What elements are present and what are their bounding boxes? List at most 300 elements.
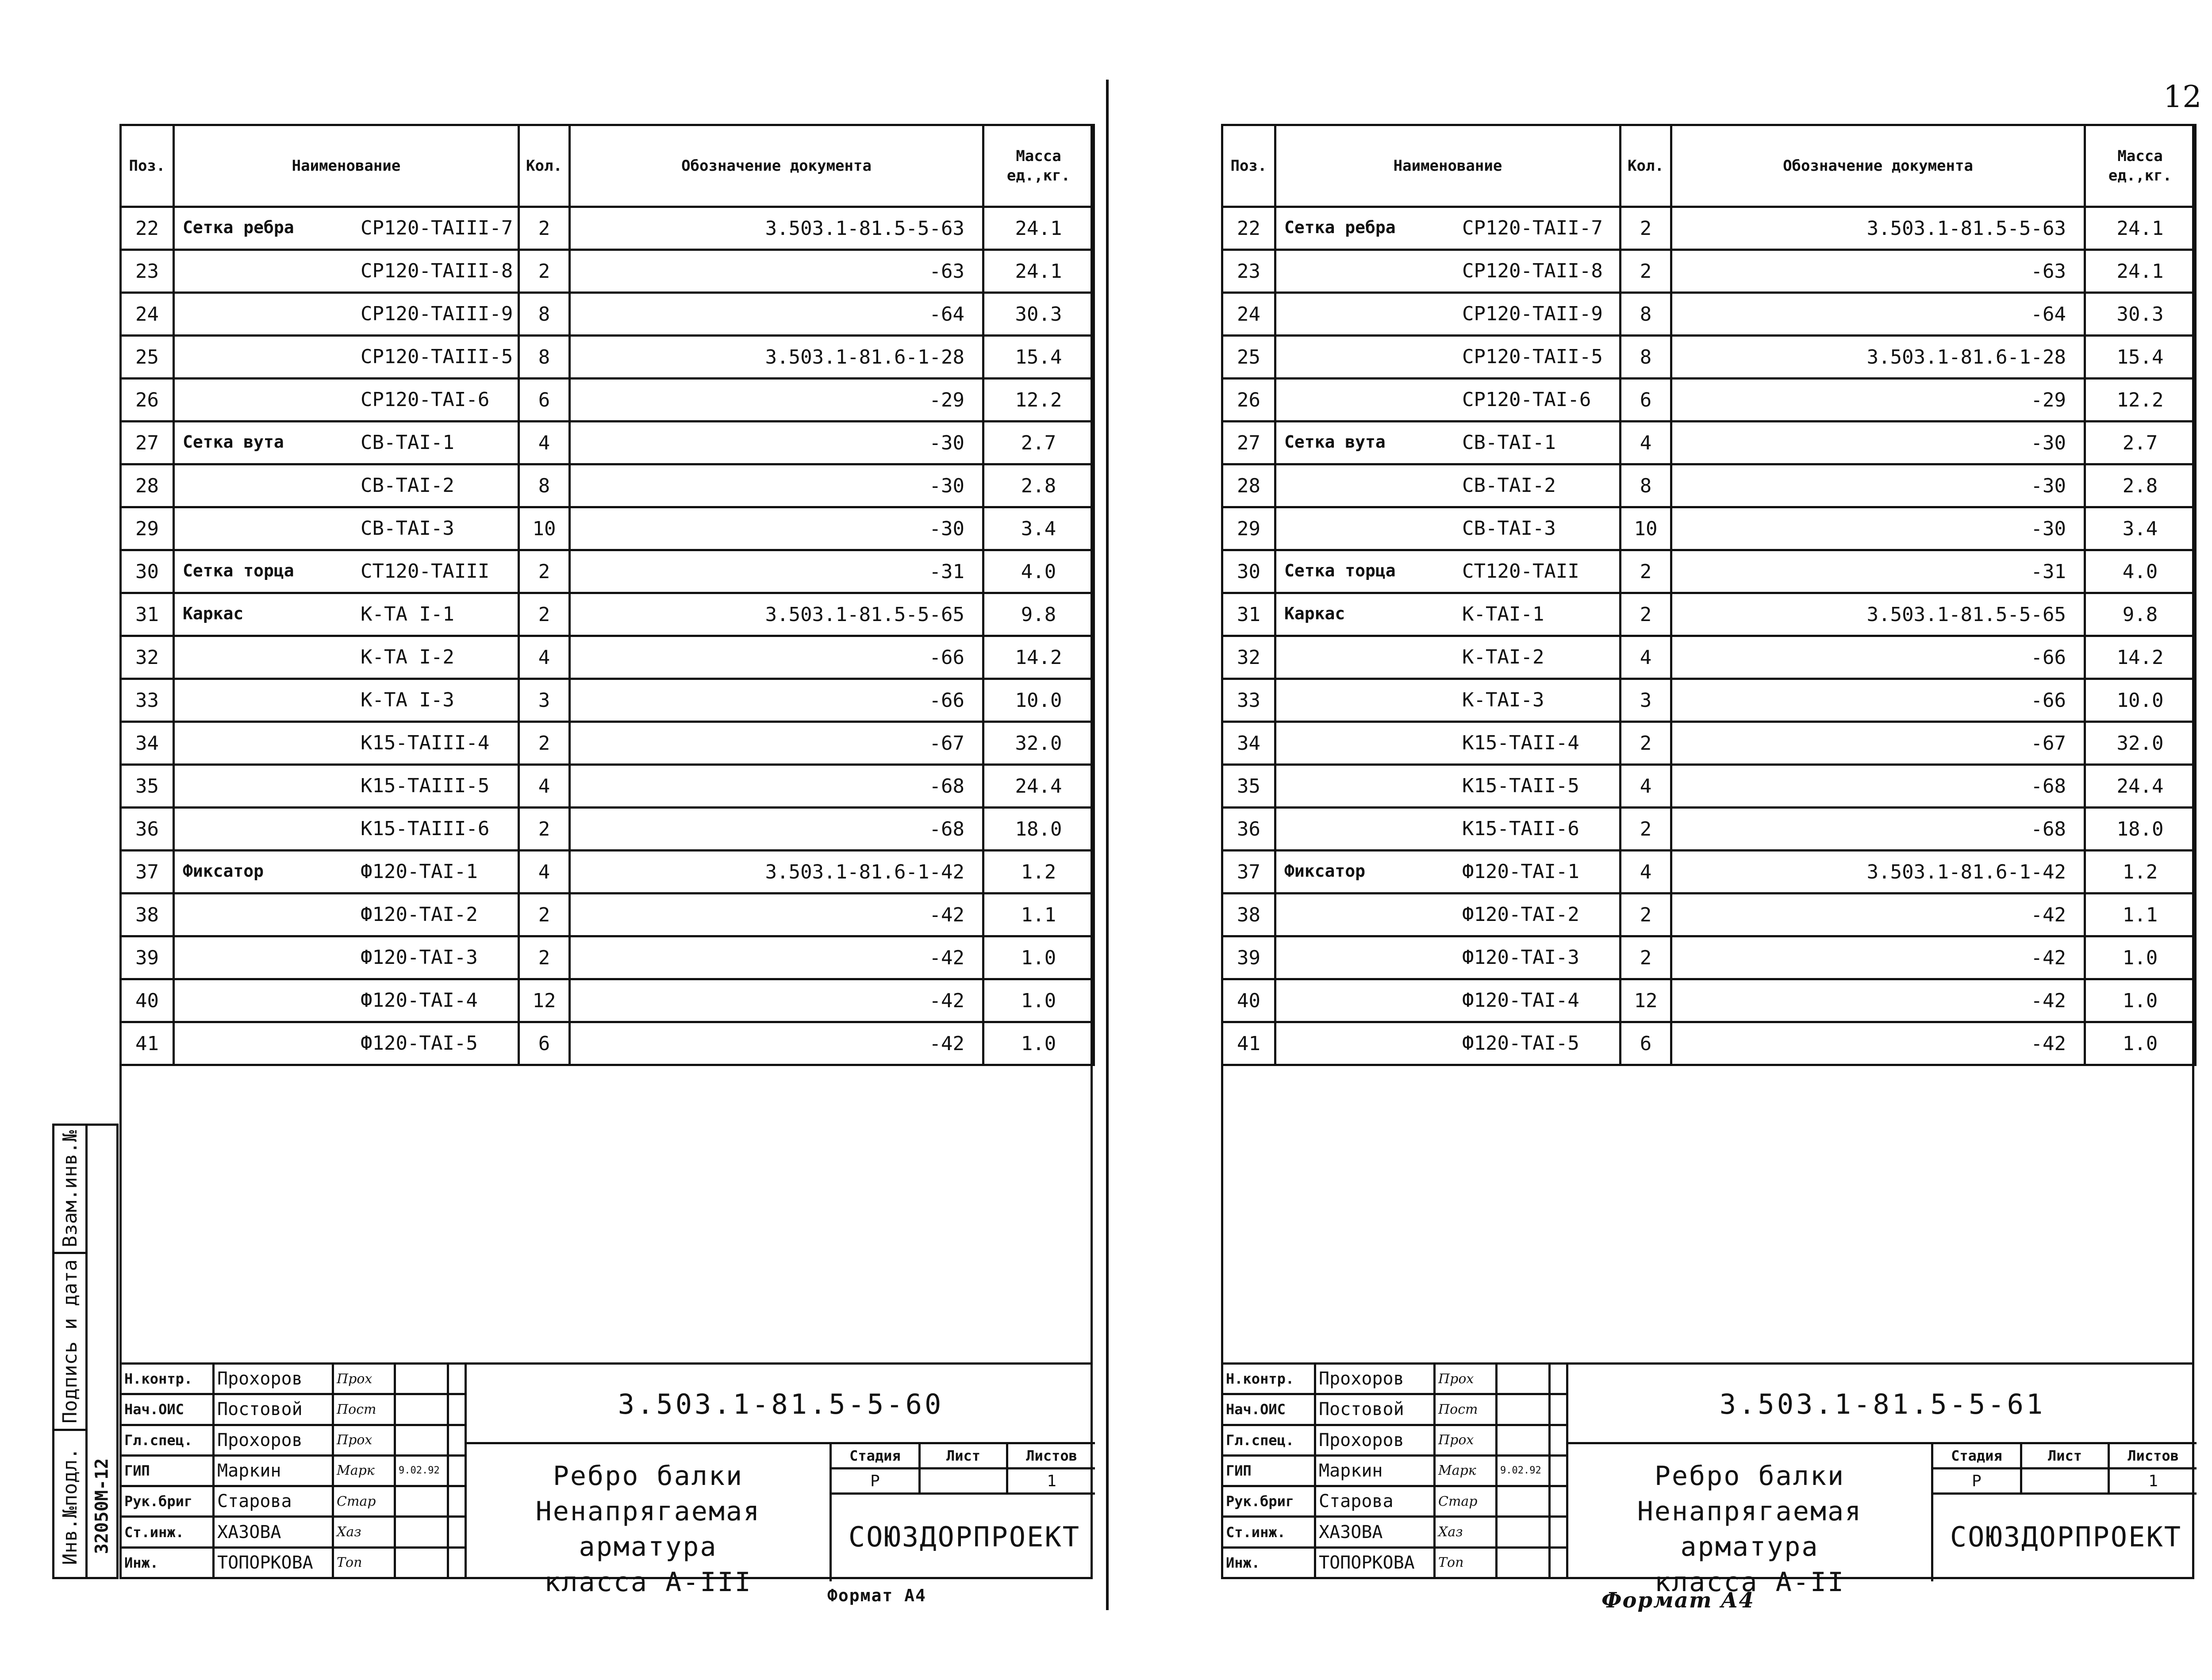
spec-row [1222,636,2196,679]
spec-row [1222,593,2196,636]
row-doc: -42 [570,1022,983,1065]
stage-label: Стадия [832,1444,919,1469]
row-mass: 24.1 [2085,207,2196,250]
row-name [1275,722,1621,765]
row-qty: 4 [519,851,570,894]
row-pos: 33 [121,679,174,722]
staff-role: Ст.инж. [121,1517,214,1547]
staff-table [119,1362,467,1579]
row-qty: 2 [1621,207,1671,250]
row-mark: СР120-ТАI-6 [1462,388,1591,411]
row-mass: 1.2 [2085,851,2196,894]
row-pos: 22 [121,207,174,250]
row-mass: 1.1 [2085,894,2196,936]
row-name [1275,507,1621,550]
row-doc: -42 [1671,1022,2085,1065]
staff-blank [448,1425,466,1455]
row-mark: К-ТАI-2 [1462,646,1544,668]
staff-row [1222,1547,1567,1578]
row-pos: 39 [1222,936,1275,979]
staff-row [1222,1486,1567,1517]
row-doc: -30 [570,422,983,464]
page-number: 12 [2163,80,2202,115]
row-qty: 8 [519,464,570,507]
spec-row [121,936,1094,979]
spec-row [121,808,1094,851]
spec-row [1222,464,2196,507]
staff-role: Гл.спец. [121,1425,214,1455]
staff-name: Прохоров [214,1425,333,1455]
staff-date: 9.02.92 [395,1455,448,1486]
row-group: Каркас [1284,604,1345,623]
sheets-label: Листов [1007,1444,1095,1469]
spec-row [121,894,1094,936]
row-qty: 8 [1621,464,1671,507]
row-pos: 31 [121,593,174,636]
drawing-title-line-1: Ребро балки [1654,1461,1845,1492]
sheet-value [2021,1469,2108,1494]
row-mark: СР120-ТАII-5 [1462,345,1603,368]
drawing-title-line-1: Ребро балки [553,1461,744,1492]
row-doc: -42 [570,979,983,1022]
col-header-qty: Кол. [519,125,570,207]
row-pos: 27 [121,422,174,464]
row-mark: К-ТАI-1 [1462,603,1544,625]
staff-blank [448,1517,466,1547]
staff-blank [448,1394,466,1425]
stage-table [832,1444,1095,1495]
row-name [1275,851,1621,894]
row-doc: 3.503.1-81.6-1-28 [1671,336,2085,379]
drawing-title [1568,1444,1931,1598]
spec-row [121,507,1094,550]
row-qty: 4 [519,765,570,808]
row-mass: 12.2 [983,379,1094,422]
row-pos: 41 [121,1022,174,1065]
col-header-mass: Масса ед.,кг. [2085,125,2196,207]
staff-blank [1550,1547,1567,1578]
row-pos: 32 [1222,636,1275,679]
row-doc: -64 [570,293,983,336]
spec-row [1222,808,2196,851]
spec-row [1222,722,2196,765]
row-mass: 10.0 [983,679,1094,722]
row-mark: К15-ТАIII-6 [361,817,490,840]
row-mark: К15-ТАIII-5 [361,775,490,797]
spec-row [1222,894,2196,936]
row-mass: 2.7 [2085,422,2196,464]
staff-role: ГИП [1222,1455,1315,1486]
col-header-doc: Обозначение документа [570,125,983,207]
row-qty: 2 [1621,593,1671,636]
staff-row [1222,1394,1567,1425]
staff-row [1222,1455,1567,1486]
staff-row [1222,1425,1567,1455]
row-mark: Ф120-ТАI-1 [361,860,478,883]
row-name [174,379,519,422]
row-name [174,765,519,808]
staff-name: Постовой [1315,1394,1435,1425]
row-doc: -66 [1671,636,2085,679]
row-group: Сетка торца [1284,561,1396,580]
staff-role: Нач.ОИС [1222,1394,1315,1425]
staff-name: Прохоров [1315,1364,1435,1394]
row-qty: 8 [1621,293,1671,336]
row-mass: 1.0 [2085,979,2196,1022]
row-pos: 41 [1222,1022,1275,1065]
row-mass: 9.8 [2085,593,2196,636]
row-name [174,722,519,765]
row-qty: 6 [519,379,570,422]
row-pos: 26 [121,379,174,422]
row-mass: 4.0 [2085,550,2196,593]
col-header-mass: Масса ед.,кг. [983,125,1094,207]
staff-name: Постовой [214,1394,333,1425]
row-name [1275,808,1621,851]
row-mass: 18.0 [2085,808,2196,851]
row-name [174,808,519,851]
row-group: Сетка вута [183,432,284,452]
row-mass: 32.0 [983,722,1094,765]
row-mass: 30.3 [983,293,1094,336]
staff-role: Рук.бриг [1222,1486,1315,1517]
row-name [1275,765,1621,808]
staff-blank [448,1455,466,1486]
row-name [174,250,519,293]
format-label-right: Формат А4 [1601,1588,1755,1613]
row-mark: СР120-ТАII-9 [1462,303,1603,325]
row-name [1275,593,1621,636]
row-name [174,679,519,722]
row-name [174,293,519,336]
row-mark: К-ТА I-3 [361,689,454,711]
row-name [174,507,519,550]
spec-row [121,336,1094,379]
row-pos: 23 [1222,250,1275,293]
row-doc: -68 [1671,765,2085,808]
row-pos: 29 [121,507,174,550]
row-pos: 30 [121,550,174,593]
row-mark: СВ-ТАI-3 [1462,517,1556,540]
row-mass: 1.0 [2085,1022,2196,1065]
row-mass: 2.7 [983,422,1094,464]
row-name [1275,936,1621,979]
sheet-label: Лист [2021,1444,2108,1469]
row-mark: К-ТА I-1 [361,603,454,625]
row-qty: 2 [519,894,570,936]
staff-rows [1222,1364,1567,1578]
row-qty: 2 [519,808,570,851]
staff-rows [121,1364,466,1578]
staff-name: ТОПОРКОВА [214,1547,333,1578]
spec-row [1222,679,2196,722]
staff-table [1221,1362,1568,1579]
row-doc: -66 [570,636,983,679]
sheet-value [919,1469,1007,1494]
spec-header-row [121,125,1094,207]
spec-row [121,207,1094,250]
staff-signature: Топ [333,1547,395,1578]
row-pos: 34 [1222,722,1275,765]
row-name [174,422,519,464]
row-name [174,464,519,507]
staff-role: Н.контр. [121,1364,214,1394]
row-mark: К-ТА I-2 [361,646,454,668]
row-qty: 8 [519,336,570,379]
staff-date [395,1517,448,1547]
row-mark: К15-ТАII-6 [1462,817,1579,840]
col-header-pos: Поз. [121,125,174,207]
organization-name: СОЮЗДОРПРОЕКТ [1950,1521,2182,1553]
spec-row [1222,379,2196,422]
stage-block [830,1444,1095,1581]
spec-row [1222,250,2196,293]
row-mass: 15.4 [2085,336,2196,379]
row-mass: 15.4 [983,336,1094,379]
staff-signature: Марк [333,1455,395,1486]
row-pos: 40 [1222,979,1275,1022]
staff-role: Инж. [121,1547,214,1578]
row-qty: 2 [1621,894,1671,936]
row-mass: 32.0 [2085,722,2196,765]
row-name [1275,293,1621,336]
drawing-title-line-3: класса А-II [1654,1567,1845,1598]
col-header-doc: Обозначение документа [1671,125,2085,207]
sheet-right [1221,124,2194,1598]
row-mass: 1.2 [983,851,1094,894]
staff-signature: Пост [333,1394,395,1425]
spec-row [121,765,1094,808]
row-qty: 2 [519,722,570,765]
row-qty: 2 [519,936,570,979]
row-pos: 28 [1222,464,1275,507]
row-qty: 2 [1621,936,1671,979]
side-stamp-value-column [85,1126,119,1577]
inv-label: Инв.№подл. [58,1447,81,1565]
row-doc: -66 [570,679,983,722]
row-pos: 35 [1222,765,1275,808]
row-mass: 18.0 [983,808,1094,851]
row-qty: 10 [1621,507,1671,550]
spec-header-row [1222,125,2196,207]
row-doc: 3.503.1-81.5-5-63 [570,207,983,250]
staff-name: Старова [214,1486,333,1517]
spec-row [121,679,1094,722]
row-pos: 25 [121,336,174,379]
staff-role: Ст.инж. [1222,1517,1315,1547]
spec-row [1222,207,2196,250]
stage-label: Стадия [1933,1444,2021,1469]
row-pos: 33 [1222,679,1275,722]
row-doc: -42 [1671,894,2085,936]
spec-row [121,422,1094,464]
spec-rows [121,207,1094,1065]
row-mark: СР120-ТАIII-7 [361,217,513,239]
sheets-value: 1 [1007,1469,1095,1494]
row-mark: Ф120-ТАI-5 [361,1032,478,1055]
spec-row [1222,336,2196,379]
row-name [1275,636,1621,679]
row-doc: -31 [570,550,983,593]
row-name [1275,550,1621,593]
drawing-title [467,1444,830,1598]
row-mark: Ф120-ТАI-2 [1462,903,1579,926]
row-qty: 10 [519,507,570,550]
spec-row [121,250,1094,293]
spec-table [1221,124,2197,1066]
row-doc: -63 [1671,250,2085,293]
staff-date [1497,1486,1550,1517]
staff-row [121,1394,466,1425]
row-pos: 36 [121,808,174,851]
row-doc: -42 [1671,979,2085,1022]
row-qty: 4 [519,636,570,679]
row-qty: 2 [519,250,570,293]
row-doc: -30 [570,507,983,550]
staff-row [121,1425,466,1455]
row-mass: 9.8 [983,593,1094,636]
row-qty: 12 [519,979,570,1022]
staff-signature: Прох [1435,1425,1497,1455]
row-name [174,979,519,1022]
sheets-label: Листов [2109,1444,2197,1469]
row-mass: 1.0 [983,1022,1094,1065]
row-mass: 1.0 [983,979,1094,1022]
spec-row [1222,979,2196,1022]
row-mark: СВ-ТАI-2 [361,474,454,497]
row-pos: 29 [1222,507,1275,550]
staff-role: Н.контр. [1222,1364,1315,1394]
spec-row [121,464,1094,507]
row-mass: 24.4 [983,765,1094,808]
staff-blank [448,1547,466,1578]
spec-row [121,550,1094,593]
document-code: 3.503.1-81.5-5-60 [467,1365,1095,1444]
row-name [1275,207,1621,250]
spec-row [121,722,1094,765]
row-mark: СР120-ТАIII-8 [361,260,513,282]
row-doc: -68 [570,765,983,808]
row-name [174,1022,519,1065]
spec-row [121,636,1094,679]
row-pos: 26 [1222,379,1275,422]
staff-role: Рук.бриг [121,1486,214,1517]
staff-date: 9.02.92 [1497,1455,1550,1486]
row-mark: Ф120-ТАI-3 [1462,946,1579,969]
spec-row [121,979,1094,1022]
staff-name: Старова [1315,1486,1435,1517]
row-group: Сетка торца [183,561,294,580]
row-doc: -67 [1671,722,2085,765]
staff-signature: Хаз [1435,1517,1497,1547]
row-qty: 3 [519,679,570,722]
row-group: Сетка ребра [183,218,294,237]
row-doc: -42 [570,894,983,936]
row-mass: 24.4 [2085,765,2196,808]
spec-row [121,293,1094,336]
staff-name: Маркин [214,1455,333,1486]
row-qty: 4 [1621,765,1671,808]
row-qty: 2 [519,550,570,593]
title-block-main [1566,1362,2194,1598]
staff-signature: Топ [1435,1547,1497,1578]
row-pos: 25 [1222,336,1275,379]
row-mark: СР120-ТАIII-9 [361,303,513,325]
staff-date [1497,1364,1550,1394]
side-stamp [52,1124,119,1579]
row-mark: СВ-ТАI-1 [1462,431,1556,454]
row-mass: 2.8 [983,464,1094,507]
row-qty: 2 [1621,722,1671,765]
row-doc: -29 [570,379,983,422]
organization-name: СОЮЗДОРПРОЕКТ [848,1521,1081,1553]
row-mass: 14.2 [2085,636,2196,679]
row-name [174,550,519,593]
row-pos: 30 [1222,550,1275,593]
row-doc: -42 [1671,936,2085,979]
row-pos: 37 [121,851,174,894]
row-pos: 40 [121,979,174,1022]
spec-row [1222,851,2196,894]
row-mark: Ф120-ТАI-1 [1462,860,1579,883]
row-mass: 24.1 [983,250,1094,293]
drawing-title-line-3: класса А-III [544,1567,752,1598]
staff-signature: Стар [1435,1486,1497,1517]
staff-date [395,1425,448,1455]
row-mark: Ф120-ТАI-4 [361,989,478,1012]
row-doc: -30 [570,464,983,507]
row-pos: 32 [121,636,174,679]
row-mass: 14.2 [983,636,1094,679]
row-name [174,593,519,636]
row-doc: -30 [1671,507,2085,550]
row-name [174,936,519,979]
row-name [174,636,519,679]
row-doc: 3.503.1-81.5-5-63 [1671,207,2085,250]
row-doc: -30 [1671,464,2085,507]
row-qty: 2 [1621,250,1671,293]
row-pos: 35 [121,765,174,808]
staff-signature: Прох [333,1364,395,1394]
row-group: Сетка ребра [1284,218,1396,237]
staff-role: ГИП [121,1455,214,1486]
staff-role: Гл.спец. [1222,1425,1315,1455]
staff-signature: Прох [333,1425,395,1455]
row-mass: 12.2 [2085,379,2196,422]
row-name [1275,979,1621,1022]
staff-blank [1550,1394,1567,1425]
row-name [1275,894,1621,936]
staff-row [121,1547,466,1578]
staff-name: Прохоров [1315,1425,1435,1455]
row-mass: 1.1 [983,894,1094,936]
sheets-value: 1 [2109,1469,2197,1494]
spec-table [119,124,1095,1066]
spec-row [1222,293,2196,336]
row-doc: -68 [570,808,983,851]
row-name [1275,379,1621,422]
row-qty: 2 [1621,550,1671,593]
row-name [174,894,519,936]
row-name [1275,336,1621,379]
col-header-name: Наименование [1275,125,1621,207]
staff-date [395,1547,448,1578]
row-doc: -64 [1671,293,2085,336]
row-name [1275,1022,1621,1065]
row-doc: -42 [570,936,983,979]
staff-blank [448,1486,466,1517]
row-name [174,851,519,894]
